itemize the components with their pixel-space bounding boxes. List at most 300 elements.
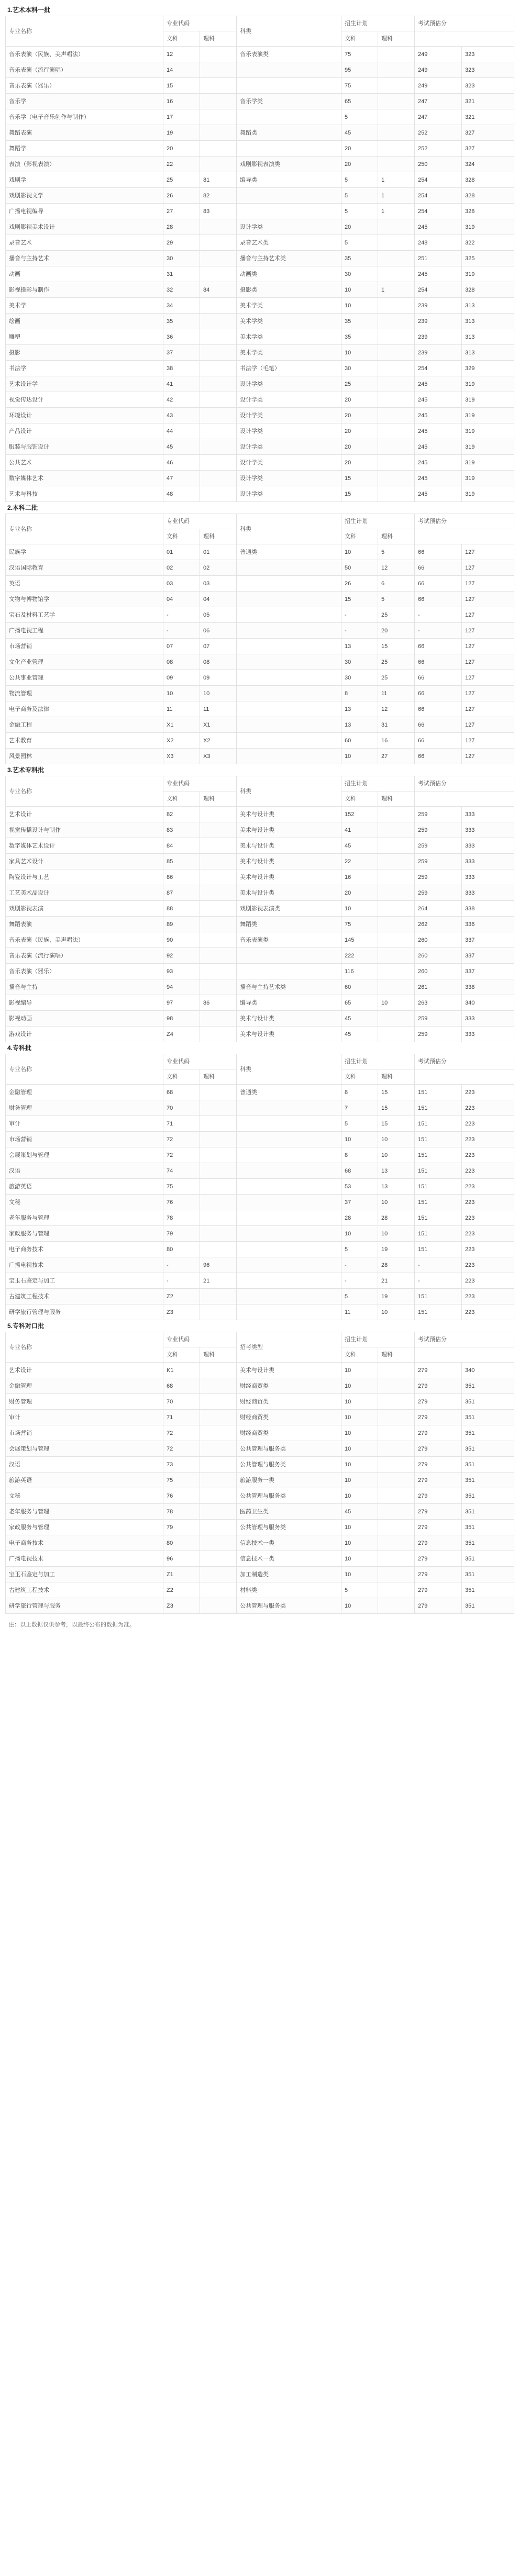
cell-major: 艺术设计学: [6, 376, 163, 392]
cell-score-wen: 245: [415, 455, 462, 471]
cell-code-wen: 44: [163, 423, 200, 439]
cell-plan-li: [378, 392, 415, 408]
subheader-li: 理科: [200, 791, 237, 807]
cell-major: 音乐学: [6, 94, 163, 109]
cell-category: 设计学类: [237, 439, 341, 455]
cell-code-li: [200, 408, 237, 423]
cell-category: 旅游服务一类: [237, 1473, 341, 1488]
cell-major: 家具艺术设计: [6, 854, 163, 869]
section-5: [5, 1320, 514, 1614]
cell-score-li: 351: [462, 1441, 514, 1457]
cell-category: 财经商贸类: [237, 1378, 341, 1394]
cell-plan-wen: 5: [341, 235, 378, 251]
cell-category: 设计学类: [237, 423, 341, 439]
cell-score-wen: 239: [415, 298, 462, 314]
cell-plan-wen: 10: [341, 1394, 378, 1410]
cell-code-wen: 79: [163, 1520, 200, 1535]
cell-major: 会展策划与管理: [6, 1147, 163, 1163]
cell-category: 公共管理与服务类: [237, 1520, 341, 1535]
cell-major: 音乐表演（流行演唱）: [6, 62, 163, 78]
cell-score-li: 319: [462, 392, 514, 408]
header-score: 考试预估分: [415, 1054, 514, 1069]
cell-code-li: [200, 1441, 237, 1457]
cell-plan-wen: 15: [341, 592, 378, 607]
cell-major: 美术学: [6, 298, 163, 314]
cell-score-li: 333: [462, 885, 514, 901]
cell-major: 家政服务与管理: [6, 1520, 163, 1535]
cell-major: 服装与服饰设计: [6, 439, 163, 455]
cell-score-wen: 245: [415, 219, 462, 235]
cell-score-wen: 245: [415, 266, 462, 282]
cell-code-wen: 34: [163, 298, 200, 314]
cell-plan-li: [378, 1535, 415, 1551]
table-row: [6, 701, 514, 717]
cell-plan-li: [378, 869, 415, 885]
cell-category: 编导类: [237, 995, 341, 1011]
cell-score-wen: 251: [415, 251, 462, 266]
cell-score-li: 321: [462, 109, 514, 125]
cell-score-wen: 279: [415, 1598, 462, 1614]
cell-major: 游戏设计: [6, 1027, 163, 1042]
cell-code-li: [200, 141, 237, 157]
cell-code-li: [200, 1394, 237, 1410]
cell-major: 汉语国际教育: [6, 560, 163, 576]
cell-plan-li: [378, 235, 415, 251]
cell-score-wen: 259: [415, 1027, 462, 1042]
table-row: [6, 455, 514, 471]
cell-category: [237, 1147, 341, 1163]
cell-plan-wen: 10: [341, 1378, 378, 1394]
cell-score-li: 127: [462, 749, 514, 764]
cell-score-wen: 66: [415, 686, 462, 701]
cell-score-wen: 262: [415, 917, 462, 932]
cell-score-li: 351: [462, 1535, 514, 1551]
cell-score-wen: 151: [415, 1147, 462, 1163]
cell-code-wen: 89: [163, 917, 200, 932]
cell-plan-wen: 222: [341, 948, 378, 964]
cell-plan-wen: 116: [341, 964, 378, 979]
header-row: [6, 16, 514, 31]
cell-code-li: [200, 455, 237, 471]
cell-score-wen: 279: [415, 1378, 462, 1394]
cell-code-wen: 37: [163, 345, 200, 361]
cell-plan-li: [378, 298, 415, 314]
cell-category: 加工制造类: [237, 1567, 341, 1582]
cell-code-wen: 74: [163, 1163, 200, 1179]
cell-code-li: [200, 1567, 237, 1582]
header-category: 科类: [237, 16, 341, 47]
cell-code-li: [200, 1504, 237, 1520]
cell-plan-wen: 20: [341, 455, 378, 471]
cell-plan-li: [378, 439, 415, 455]
cell-score-li: 319: [462, 408, 514, 423]
cell-score-wen: 151: [415, 1163, 462, 1179]
cell-plan-wen: 65: [341, 995, 378, 1011]
table-row: [6, 885, 514, 901]
cell-plan-li: 12: [378, 560, 415, 576]
cell-code-wen: 38: [163, 361, 200, 376]
cell-category: [237, 109, 341, 125]
table-row: [6, 544, 514, 560]
cell-score-wen: 259: [415, 854, 462, 869]
cell-plan-wen: 37: [341, 1195, 378, 1210]
cell-major: 宝玉石鉴定与加工: [6, 1273, 163, 1289]
cell-plan-li: 25: [378, 607, 415, 623]
cell-plan-li: [378, 885, 415, 901]
table-row: [6, 1195, 514, 1210]
cell-code-li: [200, 1100, 237, 1116]
cell-major: 音乐表演（民族、美声唱法）: [6, 47, 163, 62]
cell-score-wen: 259: [415, 822, 462, 838]
cell-score-li: 351: [462, 1457, 514, 1473]
table-row: [6, 1535, 514, 1551]
cell-score-wen: 151: [415, 1210, 462, 1226]
cell-code-li: [200, 157, 237, 172]
cell-category: 动画类: [237, 266, 341, 282]
cell-plan-li: [378, 423, 415, 439]
cell-score-wen: 239: [415, 345, 462, 361]
admission-table: [5, 1332, 514, 1614]
cell-category: [237, 78, 341, 94]
cell-code-li: [200, 78, 237, 94]
cell-plan-li: [378, 1504, 415, 1520]
cell-score-li: 333: [462, 822, 514, 838]
cell-score-li: 322: [462, 235, 514, 251]
cell-code-li: [200, 822, 237, 838]
header-plan: 招生计划: [341, 514, 415, 529]
cell-code-wen: 15: [163, 78, 200, 94]
cell-plan-wen: 15: [341, 486, 378, 502]
cell-score-wen: 66: [415, 654, 462, 670]
cell-code-wen: 72: [163, 1132, 200, 1147]
section-2: [5, 502, 514, 764]
cell-score-wen: 239: [415, 329, 462, 345]
cell-code-li: [200, 1179, 237, 1195]
cell-plan-wen: 8: [341, 1147, 378, 1163]
cell-score-wen: 259: [415, 1011, 462, 1027]
cell-code-wen: X2: [163, 733, 200, 749]
cell-plan-li: [378, 1425, 415, 1441]
cell-major: 汉语: [6, 1457, 163, 1473]
cell-plan-li: 28: [378, 1210, 415, 1226]
cell-major: 文秘: [6, 1488, 163, 1504]
cell-plan-li: 11: [378, 686, 415, 701]
cell-code-li: [200, 94, 237, 109]
subheader-wen: 文科: [341, 1069, 378, 1085]
cell-plan-wen: 20: [341, 392, 378, 408]
table-row: [6, 204, 514, 219]
cell-score-li: 340: [462, 995, 514, 1011]
cell-code-wen: 87: [163, 885, 200, 901]
cell-code-wen: 85: [163, 854, 200, 869]
cell-score-li: 223: [462, 1179, 514, 1195]
cell-category: 美术学类: [237, 345, 341, 361]
cell-category: 美术与设计类: [237, 854, 341, 869]
cell-plan-wen: 5: [341, 188, 378, 204]
cell-major: 财务管理: [6, 1100, 163, 1116]
cell-major: 数字媒体艺术: [6, 471, 163, 486]
cell-plan-wen: 10: [341, 282, 378, 298]
cell-plan-li: [378, 1567, 415, 1582]
cell-code-li: X1: [200, 717, 237, 733]
cell-category: 美术与设计类: [237, 885, 341, 901]
cell-plan-wen: 45: [341, 838, 378, 854]
cell-code-wen: 86: [163, 869, 200, 885]
cell-plan-wen: 5: [341, 204, 378, 219]
cell-major: 英语: [6, 576, 163, 592]
cell-score-wen: 260: [415, 948, 462, 964]
cell-code-li: [200, 948, 237, 964]
admission-table: [5, 16, 514, 502]
cell-major: 艺术设计: [6, 1363, 163, 1378]
cell-plan-wen: 10: [341, 1363, 378, 1378]
cell-plan-wen: 10: [341, 1473, 378, 1488]
cell-category: 摄影类: [237, 282, 341, 298]
cell-plan-wen: 5: [341, 1582, 378, 1598]
cell-score-li: 313: [462, 345, 514, 361]
cell-score-wen: 66: [415, 749, 462, 764]
cell-plan-wen: 30: [341, 266, 378, 282]
cell-plan-wen: 28: [341, 1210, 378, 1226]
cell-score-wen: 66: [415, 560, 462, 576]
subheader-li: 理科: [378, 529, 415, 544]
cell-score-li: 338: [462, 979, 514, 995]
cell-score-wen: 245: [415, 376, 462, 392]
cell-major: 影视摄影与制作: [6, 282, 163, 298]
cell-score-li: 127: [462, 592, 514, 607]
cell-category: 美术与设计类: [237, 1011, 341, 1027]
cell-score-li: 351: [462, 1567, 514, 1582]
cell-code-li: 04: [200, 592, 237, 607]
cell-major: 舞蹈学: [6, 141, 163, 157]
cell-plan-wen: 20: [341, 408, 378, 423]
cell-category: 信息技术一类: [237, 1535, 341, 1551]
cell-plan-li: [378, 1011, 415, 1027]
cell-code-li: 82: [200, 188, 237, 204]
cell-score-wen: 151: [415, 1085, 462, 1100]
section-title: 2.本科二批: [7, 504, 38, 511]
table-row: [6, 235, 514, 251]
cell-code-li: [200, 1582, 237, 1598]
cell-code-li: 84: [200, 282, 237, 298]
cell-code-li: [200, 1195, 237, 1210]
cell-code-li: [200, 807, 237, 822]
cell-plan-li: 5: [378, 592, 415, 607]
cell-code-li: [200, 219, 237, 235]
cell-category: [237, 1116, 341, 1132]
cell-major: 音乐表演（民族、美声唱法）: [6, 932, 163, 948]
cell-code-wen: Z1: [163, 1567, 200, 1582]
cell-code-li: 96: [200, 1257, 237, 1273]
cell-plan-wen: 41: [341, 822, 378, 838]
cell-plan-li: [378, 838, 415, 854]
cell-plan-li: 15: [378, 1085, 415, 1100]
cell-code-li: 06: [200, 623, 237, 639]
cell-major: 雕塑: [6, 329, 163, 345]
cell-score-li: 327: [462, 125, 514, 141]
cell-code-li: 81: [200, 172, 237, 188]
cell-code-li: [200, 47, 237, 62]
cell-category: 设计学类: [237, 486, 341, 502]
cell-code-wen: 30: [163, 251, 200, 266]
cell-code-wen: 29: [163, 235, 200, 251]
cell-code-li: 86: [200, 995, 237, 1011]
cell-code-li: 11: [200, 701, 237, 717]
cell-major: 公共事业管理: [6, 670, 163, 686]
cell-code-wen: 14: [163, 62, 200, 78]
cell-code-li: [200, 1027, 237, 1042]
cell-score-li: 223: [462, 1226, 514, 1242]
table-row: [6, 1027, 514, 1042]
cell-code-li: [200, 1226, 237, 1242]
cell-category: [237, 733, 341, 749]
cell-score-wen: 245: [415, 486, 462, 502]
table-row: [6, 964, 514, 979]
cell-plan-wen: 5: [341, 172, 378, 188]
cell-category: 美术与设计类: [237, 869, 341, 885]
table-row: [6, 94, 514, 109]
cell-code-wen: 98: [163, 1011, 200, 1027]
cell-plan-li: [378, 125, 415, 141]
cell-category: [237, 188, 341, 204]
cell-major: 文化产业管理: [6, 654, 163, 670]
table-row: [6, 854, 514, 869]
cell-score-li: 351: [462, 1488, 514, 1504]
cell-score-wen: 247: [415, 109, 462, 125]
cell-plan-li: 16: [378, 733, 415, 749]
cell-code-wen: Z3: [163, 1304, 200, 1320]
cell-score-li: 328: [462, 204, 514, 219]
table-row: [6, 749, 514, 764]
cell-category: 美术学类: [237, 298, 341, 314]
cell-code-li: [200, 62, 237, 78]
cell-plan-wen: 7: [341, 1100, 378, 1116]
cell-plan-wen: 22: [341, 854, 378, 869]
cell-score-li: 351: [462, 1520, 514, 1535]
table-row: [6, 266, 514, 282]
cell-score-li: 127: [462, 607, 514, 623]
cell-major: 戏剧影视文学: [6, 188, 163, 204]
cell-score-li: 324: [462, 157, 514, 172]
cell-code-wen: -: [163, 1257, 200, 1273]
cell-category: 公共管理与服务类: [237, 1457, 341, 1473]
cell-score-li: 127: [462, 576, 514, 592]
cell-plan-li: [378, 1394, 415, 1410]
cell-category: [237, 1304, 341, 1320]
cell-category: 戏剧影视表演类: [237, 901, 341, 917]
cell-score-li: 223: [462, 1273, 514, 1289]
table-row: [6, 932, 514, 948]
cell-code-wen: 84: [163, 838, 200, 854]
cell-code-wen: 68: [163, 1085, 200, 1100]
cell-plan-wen: 13: [341, 717, 378, 733]
table-row: [6, 1210, 514, 1226]
cell-major: 金融管理: [6, 1085, 163, 1100]
cell-code-wen: 79: [163, 1226, 200, 1242]
cell-plan-li: 10: [378, 995, 415, 1011]
cell-category: [237, 1257, 341, 1273]
cell-major: 民族学: [6, 544, 163, 560]
cell-major: 戏剧影视美术设计: [6, 219, 163, 235]
cell-plan-li: 31: [378, 717, 415, 733]
cell-category: 公共管理与服务类: [237, 1488, 341, 1504]
admission-table: [5, 514, 514, 764]
cell-code-wen: 31: [163, 266, 200, 282]
header-category: 科类: [237, 514, 341, 544]
cell-major: 广播电视技术: [6, 1551, 163, 1567]
cell-score-li: 223: [462, 1116, 514, 1132]
subheader-li: 理科: [378, 1347, 415, 1363]
cell-major: 戏剧影视表演: [6, 901, 163, 917]
cell-plan-wen: 10: [341, 544, 378, 560]
cell-score-li: 351: [462, 1394, 514, 1410]
cell-category: 舞蹈类: [237, 917, 341, 932]
cell-code-wen: 93: [163, 964, 200, 979]
cell-category: [237, 607, 341, 623]
table-row: [6, 1289, 514, 1304]
cell-major: 广播电视编导: [6, 204, 163, 219]
cell-major: 播音与主持: [6, 979, 163, 995]
cell-plan-wen: 45: [341, 125, 378, 141]
cell-score-wen: 279: [415, 1567, 462, 1582]
table-row: [6, 1441, 514, 1457]
cell-plan-li: [378, 979, 415, 995]
cell-major: 研学旅行管理与服务: [6, 1598, 163, 1614]
cell-code-li: 05: [200, 607, 237, 623]
cell-category: 医药卫生类: [237, 1504, 341, 1520]
cell-score-li: 333: [462, 1027, 514, 1042]
cell-plan-wen: 26: [341, 576, 378, 592]
cell-score-wen: 66: [415, 670, 462, 686]
cell-score-wen: 151: [415, 1116, 462, 1132]
cell-plan-wen: 10: [341, 1551, 378, 1567]
cell-major: 风景园林: [6, 749, 163, 764]
cell-plan-wen: 60: [341, 733, 378, 749]
cell-score-li: 319: [462, 219, 514, 235]
table-row: [6, 1425, 514, 1441]
cell-category: 设计学类: [237, 219, 341, 235]
cell-plan-wen: 60: [341, 979, 378, 995]
cell-plan-li: 15: [378, 1100, 415, 1116]
table-row: [6, 1147, 514, 1163]
cell-code-li: [200, 314, 237, 329]
cell-plan-wen: 10: [341, 298, 378, 314]
cell-major: 音乐学（电子音乐创作与制作）: [6, 109, 163, 125]
cell-plan-wen: 5: [341, 1116, 378, 1132]
cell-plan-li: [378, 1441, 415, 1457]
cell-score-wen: 254: [415, 172, 462, 188]
table-row: [6, 948, 514, 964]
table-row: [6, 654, 514, 670]
header-major: 专业名称: [6, 1054, 163, 1085]
cell-score-li: 333: [462, 838, 514, 854]
cell-category: [237, 1195, 341, 1210]
cell-plan-li: 15: [378, 1116, 415, 1132]
cell-score-wen: 151: [415, 1179, 462, 1195]
subheader-li: 理科: [200, 1069, 237, 1085]
cell-category: 公共管理与服务类: [237, 1441, 341, 1457]
cell-code-wen: 97: [163, 995, 200, 1011]
cell-code-li: 07: [200, 639, 237, 654]
cell-plan-li: [378, 329, 415, 345]
header-codes: 专业代码: [163, 1332, 237, 1347]
cell-score-wen: 263: [415, 995, 462, 1011]
cell-plan-wen: 20: [341, 885, 378, 901]
cell-plan-li: 13: [378, 1163, 415, 1179]
cell-code-wen: X1: [163, 717, 200, 733]
cell-plan-wen: 8: [341, 686, 378, 701]
section-1: [5, 4, 514, 502]
